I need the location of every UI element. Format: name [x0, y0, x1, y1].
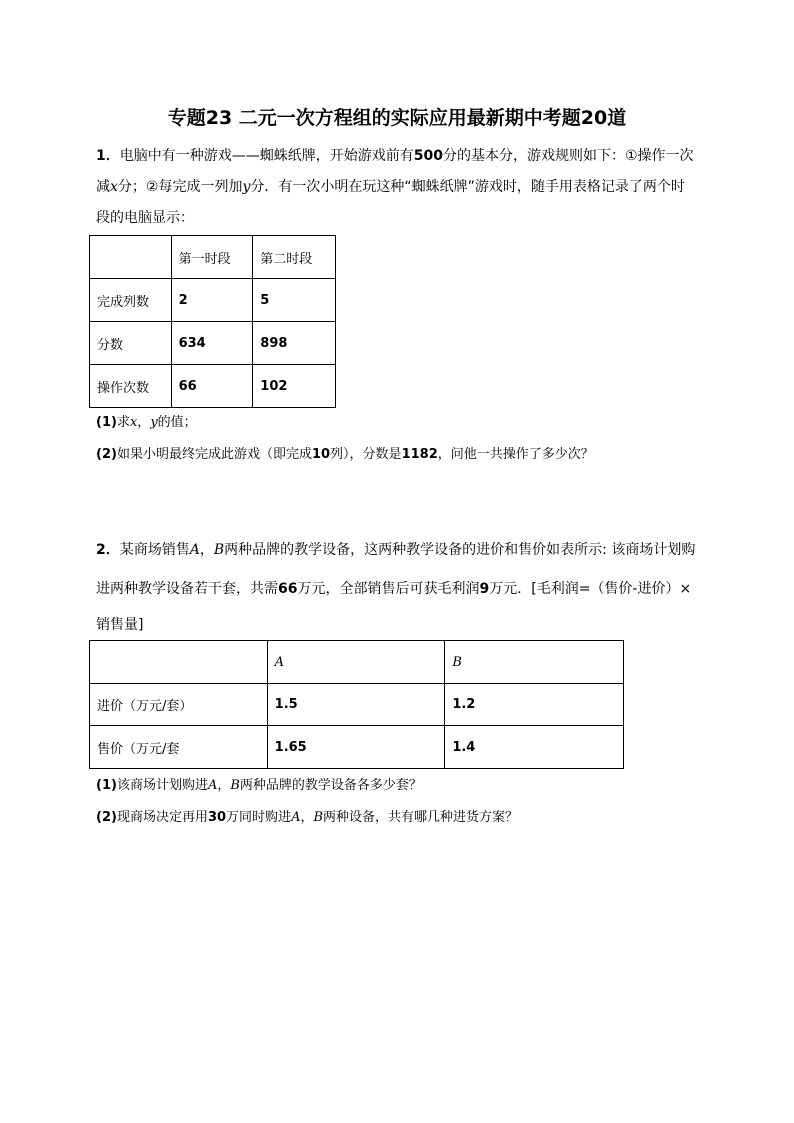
table-cell: 5: [253, 279, 336, 322]
q1-text: ，问他一共操作了多少次？: [437, 447, 594, 462]
q2-subquestion-1: [96, 776, 422, 796]
sub-label: (1): [96, 415, 117, 430]
q2-number-value: 66: [278, 581, 298, 597]
q2-subquestion-2: [96, 808, 518, 828]
var-a: A: [207, 778, 218, 793]
q1-line-1: [96, 145, 694, 167]
table-row: [90, 365, 336, 408]
table-cell: 进价（万元/套）: [90, 684, 268, 726]
q1-subquestion-2: [96, 445, 594, 465]
q1-text: ，: [137, 415, 151, 430]
var-b: B: [230, 778, 240, 793]
table-cell: 2: [171, 279, 253, 322]
q1-text: 如果小明最终完成此游戏（即完成: [116, 447, 312, 462]
table-cell: 1.2: [445, 684, 624, 726]
q1-text: 的值；: [157, 415, 197, 430]
q2-text: ，: [300, 810, 314, 825]
table-cell: 1.4: [445, 726, 624, 769]
q2-line-2: [96, 578, 691, 600]
q2-text: 万同时购进: [226, 810, 292, 825]
q2-text: ，: [199, 542, 214, 558]
var-x: x: [129, 415, 138, 430]
q1-number: 1．: [96, 148, 120, 164]
q2-text: 两种设备，共有哪几种进货方案？: [323, 810, 519, 825]
q1-text: 分；②每完成一列加: [117, 179, 243, 195]
q1-text: 分．有一次小明在玩这种“蜘蛛纸牌”游戏时，随手用表格记录了两个时: [250, 179, 685, 195]
sub-label: (2): [96, 447, 117, 462]
table-row: [90, 279, 336, 322]
table-cell: B: [445, 641, 624, 684]
var-b: B: [213, 542, 225, 558]
q2-table: [89, 640, 624, 769]
table-cell: 66: [171, 365, 253, 408]
sub-label: (2): [96, 810, 117, 825]
q2-text: 两种品牌的教学设备各多少套？: [239, 778, 422, 793]
table-row: [90, 726, 624, 769]
q1-subquestion-1: [96, 413, 197, 433]
table-cell: 1.5: [267, 684, 445, 726]
var-y: y: [242, 179, 251, 195]
var-x: x: [110, 179, 118, 195]
table-cell: 1.65: [267, 726, 445, 769]
table-header-row: [90, 236, 336, 279]
q1-base-score: 500: [413, 148, 443, 164]
q2-text: 某商场销售: [119, 542, 190, 558]
table-cell: 完成列数: [90, 279, 172, 322]
page-title: 专题23 二元一次方程组的实际应用最新期中考题20道: [167, 107, 627, 129]
var-a: A: [189, 542, 200, 558]
table-cell: [90, 236, 172, 279]
q1-text: 列），分数是: [330, 447, 402, 462]
var-y: y: [150, 415, 158, 430]
table-cell: [90, 641, 268, 684]
table-row: [90, 322, 336, 365]
table-row: [90, 684, 624, 726]
q2-line-3: 销售量]: [96, 617, 144, 633]
table-cell: 第一时段: [171, 236, 253, 279]
table-cell: 操作次数: [90, 365, 172, 408]
table-cell: A: [267, 641, 445, 684]
q1-text: 电脑中有一种游戏——蜘蛛纸牌，开始游戏前有: [119, 148, 414, 164]
q2-number-value: 9: [479, 581, 490, 597]
q1-line-2: [96, 176, 685, 198]
q2-text: 该商场计划购进: [116, 778, 208, 793]
q1-number-value: 1182: [401, 447, 438, 462]
q2-text: 进两种教学设备若干套，共需: [96, 581, 278, 597]
table-cell: 102: [253, 365, 336, 408]
table-header-row: [90, 641, 624, 684]
q1-text: 减: [96, 179, 110, 195]
q1-table: [89, 235, 336, 408]
var-b: B: [313, 810, 324, 825]
q2-line-1: [96, 539, 695, 561]
table-cell: 售价（万元/套: [90, 726, 268, 769]
sub-label: (1): [96, 778, 117, 793]
q2-text: 现商场决定再用: [116, 810, 208, 825]
table-cell: 分数: [90, 322, 172, 365]
table-cell: 第二时段: [253, 236, 336, 279]
var-a: A: [291, 810, 301, 825]
q1-text: 求: [116, 415, 130, 430]
table-cell: 634: [171, 322, 253, 365]
q1-text: 分的基本分，游戏规则如下：①操作一次: [442, 148, 694, 164]
q1-line-3: 段的电脑显示：: [96, 210, 194, 226]
table-cell: 898: [253, 322, 336, 365]
q2-text: ，: [217, 778, 231, 793]
q2-text: 两种品牌的教学设备，这两种教学设备的进价和售价如表所示: 该商场计划购: [224, 542, 696, 558]
q2-number-value: 30: [207, 810, 227, 825]
q2-number: 2．: [96, 542, 120, 558]
q2-text: 万元．[毛利润=（售价-进价）×: [489, 581, 692, 597]
q2-text: 万元，全部销售后可获毛利润: [297, 581, 480, 597]
q1-number-value: 10: [311, 447, 331, 462]
